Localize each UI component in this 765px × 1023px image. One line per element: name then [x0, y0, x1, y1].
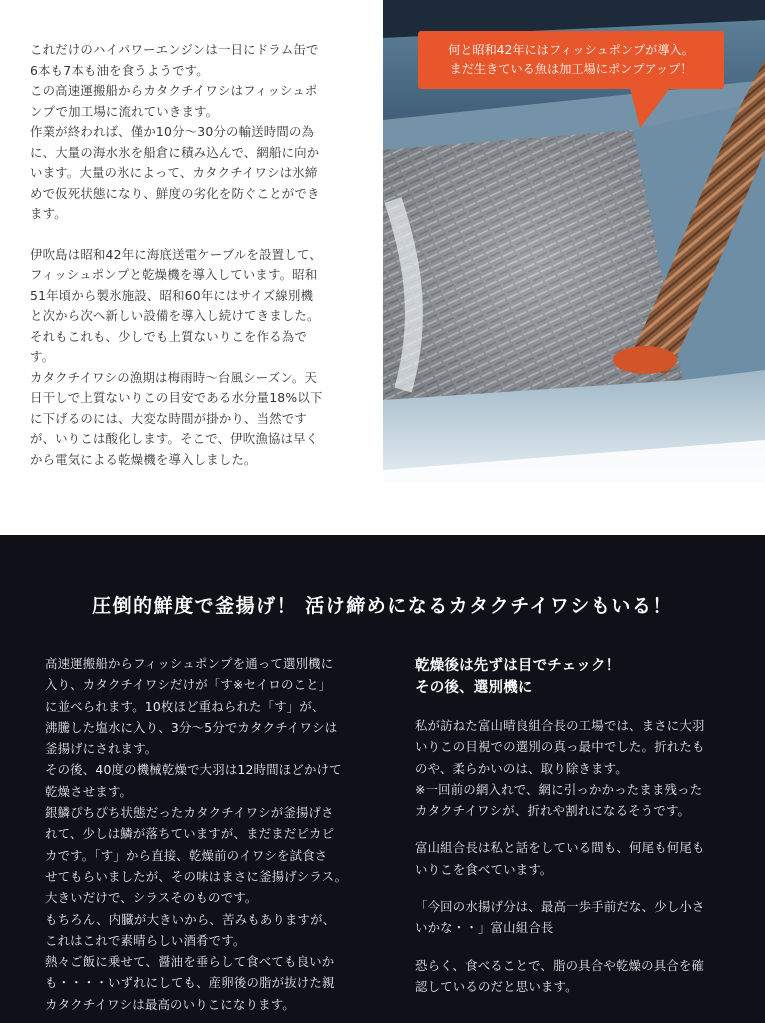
text-line: それもこれも、少しでも上質ないりこを作る為で	[30, 328, 307, 344]
text-line: ます。	[30, 206, 67, 221]
text-line: 熱々ご飯に乗せて、醤油を垂らして食べても良いか	[45, 954, 335, 970]
text-line: その後、40度の機械乾燥で大羽は12時間ほどかけて	[45, 762, 342, 778]
intro-paragraph-1	[30, 40, 348, 225]
text-line: 釜揚げにされます。	[45, 741, 158, 757]
callout-line: 何と昭和42年にはフィッシュポンプが導入。	[448, 43, 694, 57]
text-line: に、大量の海水氷を船倉に積み込んで、網船に向か	[30, 144, 320, 160]
text-line: 6本も7本も油を食うようです。	[30, 62, 209, 78]
intro-text	[30, 40, 348, 470]
text-line: せてもらいましたが、その味はまさに釜揚げシラス。	[45, 868, 348, 884]
left-column	[45, 653, 367, 1015]
section-heading: 圧倒的鮮度で釜揚げ！ 活け締めになるカタクチイワシもいる！	[92, 595, 673, 617]
text-line: に並べられます。10枚ほど重ねられた「す」が、	[45, 698, 325, 714]
left-paragraph	[45, 653, 367, 1015]
text-line: これだけのハイパワーエンジンは一日にドラム缶で	[30, 42, 319, 57]
text-line: この高速運搬船からカタクチイワシはフィッシュポ	[30, 83, 318, 98]
text-line: 作業が終われば、僅か10分〜30分の輸送時間の為	[30, 124, 315, 139]
text-line: フィッシュポンプと乾燥機を導入しています。昭和	[30, 267, 318, 282]
text-line: 51年頃から製氷施設、昭和60年にはサイズ線別機	[30, 287, 314, 303]
right-column	[415, 655, 727, 1013]
text-line: も・・・・いずれにしても、産卵後の脂が抜けた親	[45, 975, 335, 991]
text-line: 認しているのだと思います。	[415, 978, 578, 994]
bottom-section	[0, 535, 765, 1023]
text-line: いりこを食べています。	[415, 861, 553, 877]
callout-bubble	[418, 31, 724, 89]
text-line: のや、柔らかいのは、取り除きます。	[415, 760, 628, 776]
text-line: 入り、カタクチイワシだけが「す※セイロのこと」	[45, 677, 332, 693]
text-line: もちろん、内臓が大きいから、苦みもありますが、	[45, 911, 336, 927]
text-line: と次から次へ新しい設備を導入し続けてきました。	[30, 308, 320, 323]
text-line: いりこの目視での選別の真っ最中でした。折れたも	[415, 739, 705, 755]
text-line: 大きいだけで、シラスそのものです。	[45, 890, 258, 906]
right-subheading	[415, 655, 727, 699]
text-line: ※一回前の網入れで、網に引っかかったまま残った	[415, 781, 703, 797]
text-line: 日干しで上質ないりこの目安である水分量18%以下	[30, 390, 323, 405]
text-line: す。	[30, 349, 55, 364]
callout-line: まだ生きている魚は加工場にポンプアップ！	[449, 62, 693, 76]
subheading-line: その後、選別機に	[415, 680, 533, 696]
right-paragraph-1	[415, 715, 727, 821]
text-line: います。大量の氷によって、カタクチイワシは氷締	[30, 165, 318, 180]
callout-tail	[630, 88, 670, 128]
text-line: カタクチイワシは最高のいりこになります。	[45, 996, 295, 1012]
intro-paragraph-2	[30, 245, 348, 471]
right-paragraph-2	[415, 837, 727, 880]
subheading-line: 乾燥後は先ずは目でチェック！	[415, 658, 621, 674]
right-paragraph-3	[415, 896, 727, 939]
text-line: に下げるのには、大変な時間が掛かり、当然です	[30, 410, 307, 426]
text-line: これはこれで素晴らしい酒肴です。	[45, 932, 246, 948]
text-line: めで仮死状態になり、鮮度の劣化を防ぐことができ	[30, 185, 320, 201]
text-line: が、いりこは酸化します。そこで、伊吹漁協は早く	[30, 431, 319, 446]
text-line: 伊吹島は昭和42年に海底送電ケーブルを設置して、	[30, 246, 322, 262]
text-line: 「今回の水揚げ分は、最高一歩手前だな、少し小さ	[415, 899, 705, 915]
right-paragraph-4	[415, 955, 727, 998]
text-line: ンプで加工場に流れていきます。	[30, 103, 219, 119]
text-line: 恐らく、食べることで、脂の具合や乾燥の具合を確	[415, 957, 705, 973]
text-line: 高速運搬船からフィッシュポンプを通って選別機に	[45, 656, 334, 671]
text-line: れて、少しは鱗が落ちていますが、まだまだピカピ	[45, 826, 335, 842]
text-line: から電気による乾燥機を導入しました。	[30, 451, 257, 467]
text-line: 銀鱗ぴちぴち状態だったカタクチイワシが釜揚げさ	[45, 805, 334, 821]
text-line: 私が訪ねた富山晴良組合長の工場では、まさに大羽	[415, 718, 705, 733]
text-line: 富山組合長は私と話をしている間も、何尾も何尾も	[415, 840, 705, 856]
text-line: 乾燥させます。	[45, 783, 133, 799]
text-line: カです。「す」から直接、乾燥前のイワシを試食さ	[45, 847, 328, 863]
text-line: いかな・・」富山組合長	[415, 920, 554, 936]
text-line: カタクチイワシが、折れや割れになるそうです。	[415, 803, 691, 819]
text-line: 沸騰した塩水に入り、3分〜5分でカタクチイワシは	[45, 719, 338, 735]
text-line: カタクチイワシの漁期は梅雨時〜台風シーズン。天	[30, 369, 318, 385]
